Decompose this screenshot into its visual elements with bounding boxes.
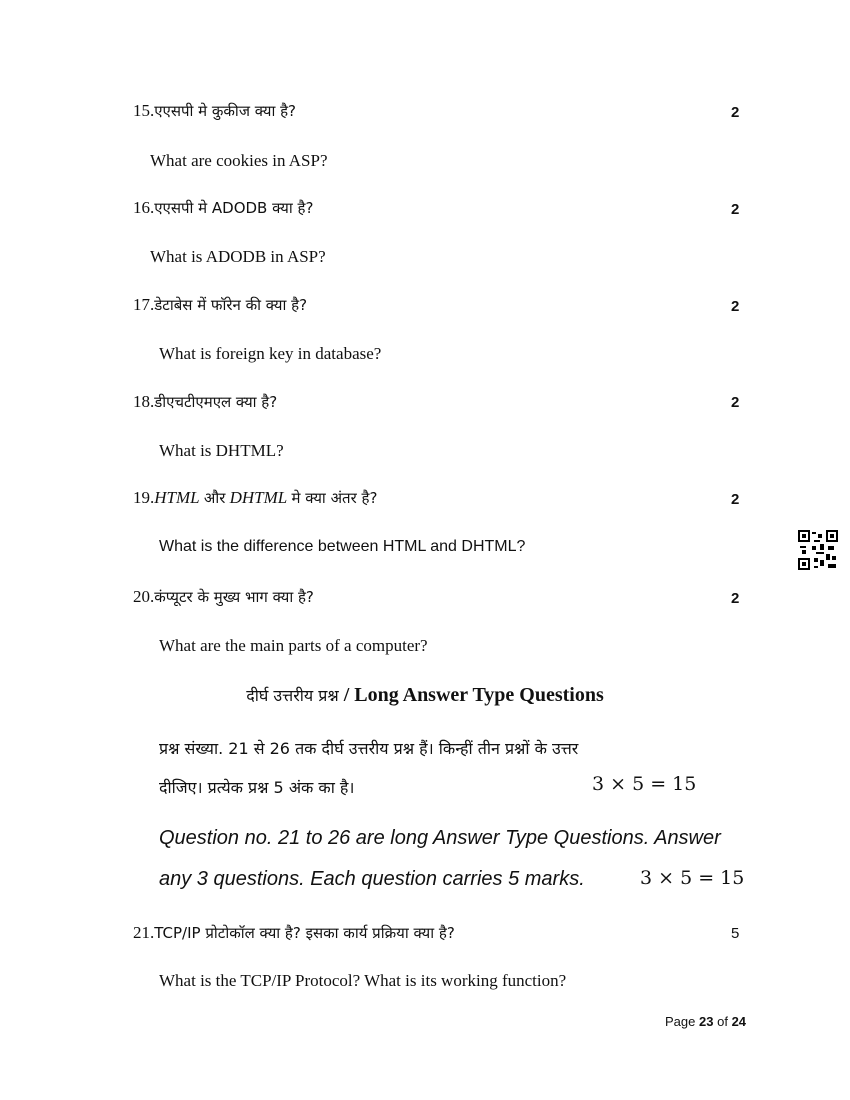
question-number: 21. (133, 923, 155, 942)
question-number: 17. (133, 295, 155, 314)
question-number: 15. (133, 101, 155, 120)
marks-formula: 3 × 5 = 15 (640, 867, 745, 889)
marks: 2 (731, 590, 740, 607)
question-19 (133, 488, 377, 508)
marks: 2 (731, 104, 740, 121)
of-word: of (717, 1014, 728, 1029)
question-hindi: डेटाबेस में फॉरेन की क्या है? (154, 296, 308, 314)
question-english: What is DHTML? (159, 441, 284, 460)
section-title-hindi: दीर्घ उत्तरीय प्रश्न (246, 686, 339, 705)
page-footer (665, 1014, 746, 1029)
marks: 2 (731, 394, 740, 411)
question-hindi: मे क्या अंतर है? (291, 489, 378, 507)
instruction-english-line2: any 3 questions. Each question carries 5 marks. (159, 868, 585, 890)
question-english: What is the difference between HTML and DHTML? (159, 538, 526, 555)
instruction-english-line1: Question no. 21 to 26 are long Answer Type Questions. Answer (159, 827, 721, 849)
page-number: 23 (699, 1014, 714, 1029)
instruction-hindi-line2: दीजिए। प्रत्येक प्रश्न 5 अंक का है। (159, 778, 355, 797)
question-number: 20. (133, 587, 155, 606)
marks: 5 (731, 925, 740, 942)
question-number: 16. (133, 198, 155, 217)
marks: 2 (731, 298, 740, 315)
marks: 2 (731, 201, 740, 218)
question-hindi-dhtml: DHTML (229, 488, 288, 507)
qr-code-icon (798, 530, 838, 570)
section-title-english: / Long Answer Type Questions (338, 684, 604, 706)
question-english: What is foreign key in database? (159, 344, 382, 363)
question-hindi-and: और (203, 489, 226, 507)
question-21 (133, 923, 455, 943)
page-word: Page (665, 1014, 696, 1029)
marks-formula: 3 × 5 = 15 (592, 773, 697, 795)
question-hindi: एएसपी मे ADODB क्या है? (154, 199, 314, 217)
question-english: What is ADODB in ASP? (150, 247, 326, 266)
instruction-hindi-line1: प्रश्न संख्या. 21 से 26 तक दीर्घ उत्तरीय प्रश्न हैं। किन्हीं तीन प्रश्नों के उत्तर (159, 739, 579, 758)
marks: 2 (731, 491, 740, 508)
question-18 (133, 392, 277, 412)
question-hindi: डीएचटीएमएल क्या है? (154, 393, 278, 411)
question-hindi: एएसपी मे कुकीज क्या है? (154, 102, 297, 120)
question-hindi: TCP/IP प्रोटोकॉल क्या है? इसका कार्य प्रक्रिया क्या है? (154, 924, 455, 942)
question-english: What are cookies in ASP? (150, 151, 328, 170)
question-hindi-html: HTML (154, 488, 200, 507)
question-20 (133, 587, 314, 607)
page-total: 24 (731, 1014, 747, 1029)
question-english: What is the TCP/IP Protocol? What is its working function? (159, 971, 567, 990)
question-16 (133, 198, 313, 218)
question-number: 18. (133, 392, 155, 411)
question-number: 19. (133, 488, 155, 507)
question-17 (133, 295, 307, 315)
section-title (0, 684, 850, 707)
question-15 (133, 101, 296, 121)
question-english: What are the main parts of a computer? (159, 636, 428, 655)
question-hindi: कंप्यूटर के मुख्य भाग क्या है? (154, 588, 314, 606)
